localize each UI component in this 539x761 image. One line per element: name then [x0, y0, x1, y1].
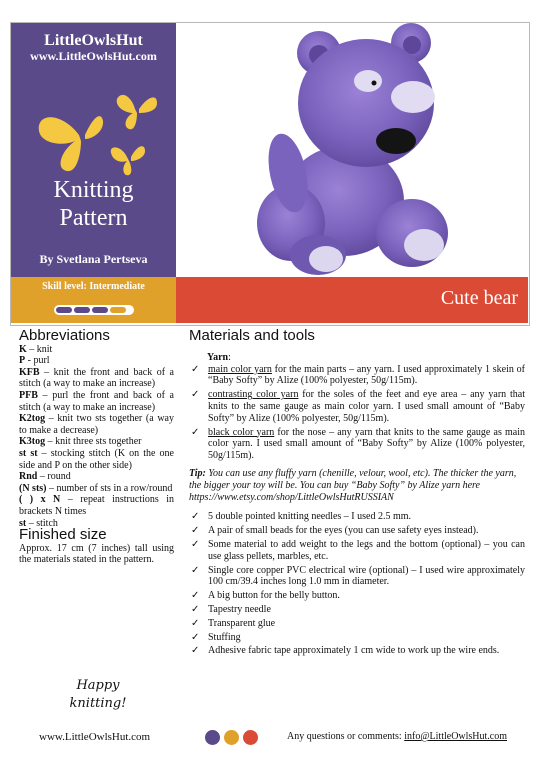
- abbreviation-definition: – knit three sts together: [45, 436, 142, 448]
- footer-url[interactable]: www.LittleOwlsHut.com: [39, 731, 151, 743]
- tool-item: ✓ Stuffing: [189, 632, 525, 644]
- tip-url[interactable]: https://www.etsy.com/shop/LittleOwlsHutRUSSIAN: [189, 491, 394, 503]
- contact: Any questions or comments: info@LittleOwlsHut.com: [287, 731, 508, 742]
- tip-text: You can use any fluffy yarn (chenille, velour, wool, etc). The thicker the yarn, the bigger your toy will be. You can buy “Baby Softy” by Alize yarn here: [189, 467, 517, 491]
- abbreviation-term: KFB: [19, 366, 40, 378]
- author: By Svetlana Pertseva: [39, 252, 148, 266]
- abbreviation-definition: – knit the front and back of a stitch (a way to make an increase): [19, 366, 174, 390]
- footer-dots: [205, 730, 262, 750]
- yarn-description: for the main parts – any yarn. I used approximately 1 skein of “Baby Softy” by Alize (100% polyester, 50g/115m).: [208, 363, 526, 387]
- abbreviation-item: [19, 483, 174, 495]
- tool-item: ✓ Some material to add weight to the legs and the bottom (optional) – you can use glass pellets, marbles, etc.: [189, 539, 525, 563]
- yarn-heading: Yarn:: [207, 351, 231, 363]
- happy-knitting: Happy knitting!: [69, 678, 127, 711]
- abbreviations-heading: Abbreviations: [19, 327, 110, 344]
- abbreviation-definition: – repeat instructions in brackets N times: [19, 494, 174, 517]
- yarn-description: for the nose – any yarn that knits to the same gauge as main color yarn. I used small amount of “Baby Softy” by Alize (100% polyester, 50g/115m).: [208, 426, 525, 462]
- tip-label: Tip:: [189, 467, 206, 479]
- color-dot: [243, 730, 258, 745]
- abbreviation-term: K: [19, 343, 27, 355]
- abbreviation-term: st st: [19, 447, 38, 459]
- tool-item: ✓ Tapestry needle: [189, 604, 525, 616]
- yarn-description: for the soles of the feet and eye area – any yarn that knits to the same gauge as main color yarn. I used small amount of “Baby Softy” by Alize (100% polyester, 50g/115m).: [208, 389, 526, 424]
- materials-heading: Materials and tools: [189, 327, 315, 344]
- abbreviation-item: [19, 367, 174, 390]
- abbreviation-item: [19, 413, 174, 436]
- skill-level-bar: [54, 304, 134, 316]
- tool-item: ✓ 5 double pointed knitting needles – I used 2.5 mm.: [189, 511, 525, 523]
- yarn-type: black color yarn: [208, 426, 275, 438]
- tool-item: ✓ A big button for the belly button.: [189, 590, 525, 602]
- abbreviation-term: K2tog: [19, 413, 46, 425]
- finished-size-heading: Finished size: [19, 526, 107, 544]
- abbreviation-term: ( ) x N: [19, 494, 61, 506]
- yarn-type: contrasting color yarn: [208, 389, 299, 401]
- email-link[interactable]: info@LittleOwlsHut.com: [404, 731, 508, 742]
- finished-size-text: Approx. 17 cm (7 inches) tall using the materials stated in the pattern.: [19, 542, 174, 566]
- tool-item: ✓ Single core copper PVC electrical wire (optional) – I used wire approximately 100 cm/39.4 inches long 1.0 mm in diameter.: [189, 565, 525, 589]
- abbreviation-item: [19, 355, 174, 367]
- abbreviation-definition: – stocking stitch (K on the one side and P on the other side): [19, 447, 174, 471]
- materials-section: [189, 327, 526, 659]
- tool-item: ✓ Transparent glue: [189, 618, 525, 630]
- yarn-item: [189, 364, 525, 388]
- abbreviation-term: st: [19, 517, 27, 529]
- abbreviation-definition: - purl: [25, 355, 50, 367]
- product-panel: [176, 277, 528, 323]
- abbreviation-item: [19, 494, 174, 517]
- abbreviation-definition: – round: [37, 471, 71, 483]
- yarn-item: [189, 389, 525, 424]
- tools-list: [189, 511, 525, 657]
- abbreviation-definition: – stitch: [26, 517, 58, 529]
- abbreviation-definition: – number of sts in a row/round: [46, 482, 173, 494]
- yarn-type: main color yarn: [208, 363, 272, 375]
- tool-item: ✓ A pair of small beads for the eyes (you can use safety eyes instead).: [189, 525, 525, 537]
- brand-panel: [11, 23, 176, 277]
- color-dot: [205, 730, 220, 745]
- brand-url[interactable]: www.LittleOwlsHut.com: [30, 49, 157, 63]
- abbreviation-term: PFB: [19, 389, 38, 401]
- brand-name: LittleOwlsHut: [44, 32, 143, 49]
- skill-level: Skill level: Intermediate: [42, 281, 145, 292]
- abbreviation-item: [19, 471, 174, 483]
- abbreviation-definition: – knit: [26, 343, 53, 355]
- abbreviation-term: Rnd: [19, 471, 38, 483]
- skill-panel: [11, 277, 176, 323]
- abbreviation-definition: – knit two sts together (a way to make a decrease): [19, 413, 174, 436]
- left-column: [19, 327, 174, 566]
- yarn-list: [189, 364, 525, 462]
- abbreviation-term: P: [19, 355, 26, 367]
- abbreviation-item: [19, 448, 174, 471]
- tip: [189, 468, 525, 503]
- abbreviation-item: [19, 436, 174, 448]
- yarn-item: [189, 427, 525, 462]
- abbreviation-item: [19, 344, 174, 356]
- abbreviation-item: [19, 390, 174, 413]
- abbreviation-definition: – purl the front and back of a stitch (a way to make an increase): [19, 389, 174, 413]
- product-title: Cute bear: [440, 287, 518, 309]
- color-dot: [224, 730, 239, 745]
- tool-item: ✓ Adhesive fabric tape approximately 1 cm wide to work up the wire ends.: [189, 645, 525, 657]
- pattern-title: Knitting Pattern: [53, 177, 134, 231]
- abbreviation-term: K3tog: [19, 436, 46, 448]
- abbreviations-list: [19, 344, 174, 530]
- abbreviation-term: (N sts): [19, 482, 47, 494]
- bear-photo: [176, 23, 527, 277]
